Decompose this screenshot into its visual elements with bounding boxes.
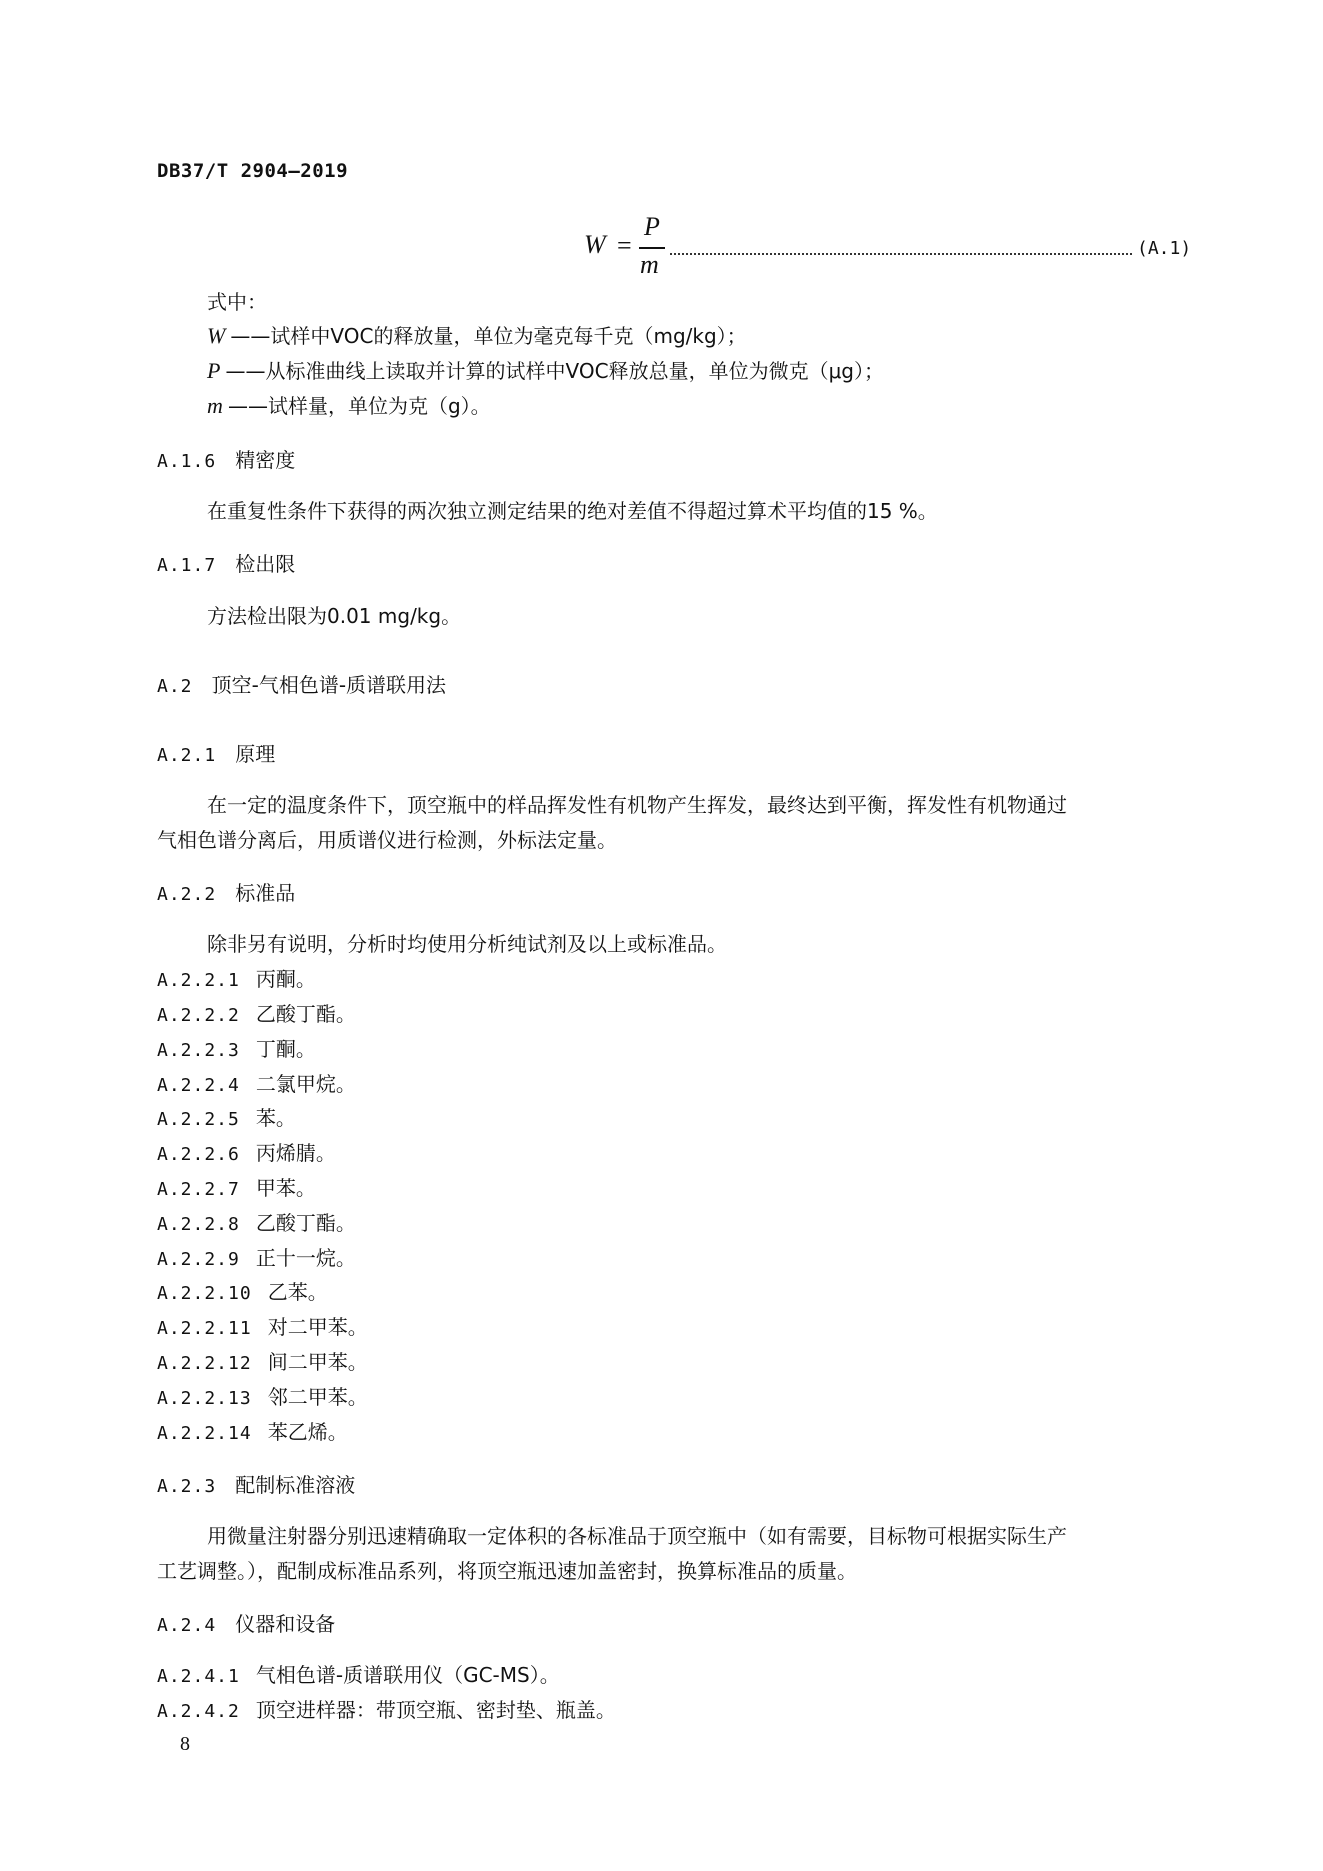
item-text: 乙酸丁酯。 (255, 1002, 356, 1026)
legend-symbol: W (207, 323, 226, 348)
item-number: A.2.2.6 (157, 1144, 240, 1165)
section-heading-a17 (157, 548, 295, 577)
paragraph: 除非另有说明，分析时均使用分析纯试剂及以上或标准品。 (207, 932, 727, 956)
section-number: A.1.7 (157, 555, 217, 576)
item-text: 二氯甲烷。 (255, 1072, 356, 1096)
item-number: A.2.2.14 (157, 1423, 252, 1444)
list-item (157, 1102, 296, 1131)
section-number: A.2.3 (157, 1476, 217, 1497)
item-number: A.2.2.11 (157, 1318, 252, 1339)
item-number: A.2.4.1 (157, 1666, 240, 1687)
list-item (157, 1068, 356, 1097)
paragraph: 在重复性条件下获得的两次独立测定结果的绝对差值不得超过算术平均值的15 %。 (207, 499, 938, 523)
legend-text: ——从标准曲线上读取并计算的试样中VOC释放总量，单位为微克（μg）； (225, 359, 885, 383)
item-number: A.2.2.7 (157, 1179, 240, 1200)
section-number: A.1.6 (157, 451, 217, 472)
item-text: 苯。 (255, 1106, 296, 1130)
item-text: 乙苯。 (267, 1280, 328, 1304)
list-item (157, 1381, 368, 1410)
formula-equals: = (617, 231, 632, 260)
item-text: 甲苯。 (255, 1176, 316, 1200)
list-item (157, 1242, 356, 1271)
list-item (157, 1276, 328, 1305)
item-number: A.2.2.5 (157, 1109, 240, 1130)
section-title: 标准品 (235, 881, 296, 905)
section-title: 检出限 (235, 552, 296, 576)
item-text: 间二甲苯。 (267, 1350, 368, 1374)
paragraph-line: 用微量注射器分别迅速精确取一定体积的各标准品于顶空瓶中（如有需要，目标物可根据实际生产 (207, 1524, 1067, 1548)
section-number: A.2.1 (157, 745, 217, 766)
formula-numerator: P (644, 212, 660, 241)
item-number: A.2.2.10 (157, 1283, 252, 1304)
item-text: 乙酸丁酯。 (255, 1211, 356, 1235)
leader-dots (670, 253, 1132, 255)
legend-item-p (207, 355, 884, 384)
section-title: 仪器和设备 (235, 1612, 336, 1636)
list-item (157, 1207, 356, 1236)
item-text: 对二甲苯。 (267, 1315, 368, 1339)
legend-intro: 式中： (207, 290, 267, 314)
legend-symbol: P (207, 358, 221, 383)
legend-item-m (207, 390, 491, 419)
item-text: 丙酮。 (255, 967, 316, 991)
item-text: 邻二甲苯。 (267, 1385, 368, 1409)
item-number: A.2.2.4 (157, 1075, 240, 1096)
item-text: 气相色谱-质谱联用仪（GC-MS）。 (255, 1663, 560, 1687)
section-heading-a21 (157, 738, 275, 767)
list-item (157, 1033, 316, 1062)
item-text: 正十一烷。 (255, 1246, 356, 1270)
paragraph: 方法检出限为0.01 mg/kg。 (207, 604, 462, 628)
legend-item-w (207, 320, 747, 349)
item-number: A.2.4.2 (157, 1701, 240, 1722)
paragraph-line: 气相色谱分离后，用质谱仪进行检测，外标法定量。 (157, 828, 617, 852)
section-title: 原理 (235, 742, 276, 766)
formula-denominator: m (640, 250, 659, 279)
list-item (157, 1346, 368, 1375)
list-item (157, 1137, 336, 1166)
section-heading-a2 (157, 669, 446, 698)
section-heading-a23 (157, 1469, 355, 1498)
page-number: 8 (180, 1733, 190, 1755)
paragraph-line: 工艺调整。），配制成标准品系列，将顶空瓶迅速加盖密封，换算标准品的质量。 (157, 1559, 857, 1583)
item-number: A.2.2.9 (157, 1249, 240, 1270)
list-item (157, 1311, 368, 1340)
list-item (157, 1416, 348, 1445)
item-text: 顶空进样器：带顶空瓶、密封垫、瓶盖。 (255, 1698, 616, 1722)
item-number: A.2.2.1 (157, 970, 240, 991)
list-item (157, 998, 356, 1027)
formula-number: (A.1) (1137, 238, 1192, 259)
section-title: 精密度 (235, 448, 296, 472)
section-heading-a24 (157, 1608, 335, 1637)
list-item (157, 963, 316, 992)
item-number: A.2.2.2 (157, 1005, 240, 1026)
item-text: 苯乙烯。 (267, 1420, 348, 1444)
legend-text: ——试样中VOC的释放量，单位为毫克每千克（mg/kg）； (230, 324, 747, 348)
section-number: A.2.4 (157, 1615, 217, 1636)
item-number: A.2.2.13 (157, 1388, 252, 1409)
section-number: A.2 (157, 676, 193, 697)
section-title: 顶空-气相色谱-质谱联用法 (211, 673, 447, 697)
item-text: 丙烯腈。 (255, 1141, 336, 1165)
list-item (157, 1172, 316, 1201)
paragraph-line: 在一定的温度条件下，顶空瓶中的样品挥发性有机物产生挥发，最终达到平衡，挥发性有机物通过 (207, 793, 1067, 817)
document-id: DB37/T 2904—2019 (157, 160, 349, 182)
legend-text: ——试样量，单位为克（g）。 (227, 394, 491, 418)
item-text: 丁酮。 (255, 1037, 316, 1061)
section-number: A.2.2 (157, 884, 217, 905)
legend-symbol: m (207, 393, 223, 418)
section-heading-a22 (157, 877, 295, 906)
list-item (157, 1694, 616, 1723)
list-item (157, 1659, 560, 1688)
section-title: 配制标准溶液 (235, 1473, 356, 1497)
item-number: A.2.2.12 (157, 1353, 252, 1374)
fraction-line (639, 247, 665, 249)
item-number: A.2.2.3 (157, 1040, 240, 1061)
formula-lhs: W (584, 230, 606, 259)
item-number: A.2.2.8 (157, 1214, 240, 1235)
section-heading-a16 (157, 444, 295, 473)
